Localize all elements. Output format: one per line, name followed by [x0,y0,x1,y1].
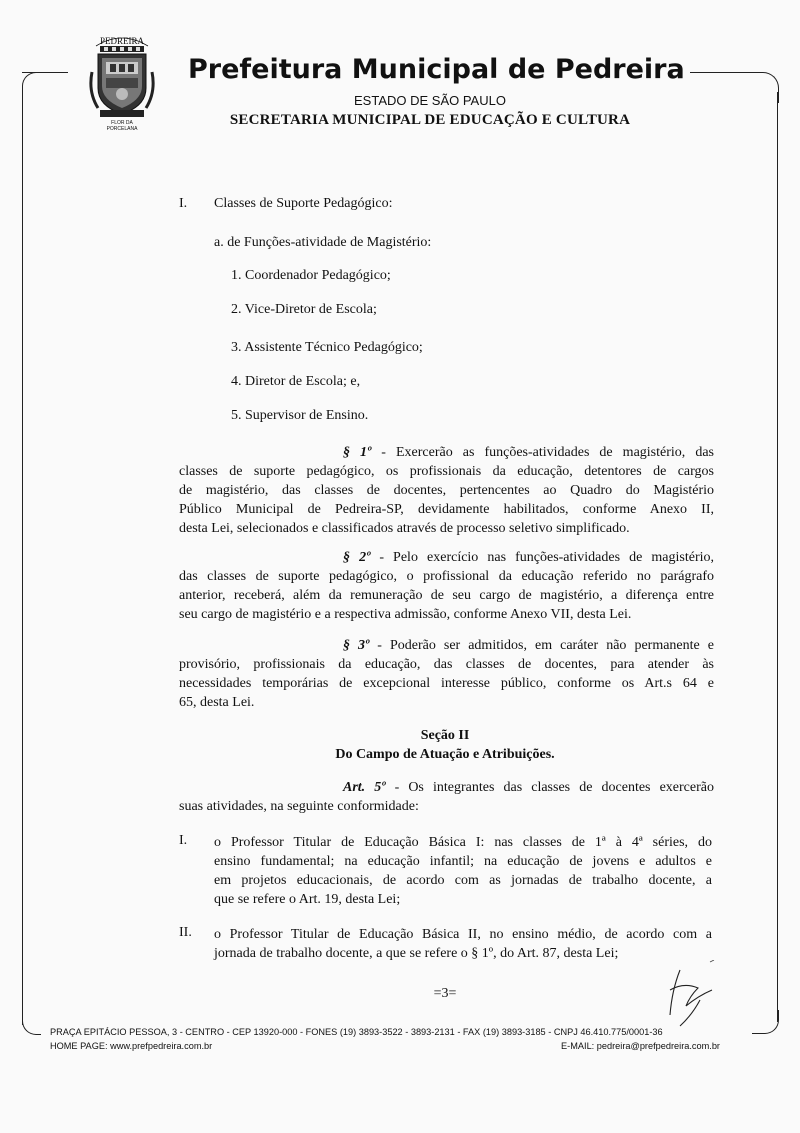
frame-left-bottom-corner [22,1012,41,1035]
footer-email[interactable]: E-MAIL: pedreira@prefpedreira.com.br [561,1041,720,1051]
frame-right-bottom-corner [752,1010,779,1034]
frame-left-rule [22,90,23,1025]
section-title: Seção II [420,728,470,743]
paragraph-1-line: classes de suporte pedagógico, os profissionais da educação, detentores de cargos [179,464,714,479]
list-item: 4. Diretor de Escola; e, [231,374,361,389]
paragraph-1-line: de magistério, das classes de docentes, pertencentes ao Quadro do Magistério [179,483,714,498]
article-5-item-line: o Professor Titular de Educação Básica II, no ensino médio, de acordo com a [214,927,712,942]
article-5-mark: Art. 5º [343,780,386,795]
paragraph-3-line: - Poderão ser admitidos, em caráter não permanente e [369,638,714,653]
list-subheading: a. de Funções-atividade de Magistério: [214,235,432,250]
paragraph-1-line: Público Municipal de Pedreira-SP, devidamente habilitados, conforme Anexo II, [179,502,714,517]
paragraph-2-line: das classes de suporte pedagógico, o profissional da educação referido no parágrafo [179,569,714,584]
article-5 [179,778,714,816]
footer-address: PRAÇA EPITÁCIO PESSOA, 3 - CENTRO - CEP 13920-000 - FONES (19) 3893-3522 - 3893-2131 - FAX (19) 3893-3185 - CNPJ 46.410.775/0001-36 [50,1027,663,1037]
paragraph-1-mark: § 1º [343,445,372,460]
svg-text:PORCELANA: PORCELANA [106,126,138,132]
paragraph-2-line: seu cargo de magistério e a respectiva admissão, conforme Anexo VII, desta Lei. [179,607,632,622]
list-item: 1. Coordenador Pedagógico; [231,268,391,283]
state-name: ESTADO DE SÃO PAULO [354,93,506,108]
article-5-line: - Os integrantes das classes de docentes exercerão [385,780,714,795]
paragraph-2-line: anterior, receberá, além da remuneração de seu cargo de magistério, a diferença entre [179,588,714,603]
frame-right-rule [777,92,778,1022]
paragraph-2 [179,548,714,624]
section-subtitle: Do Campo de Atuação e Atribuições. [335,747,555,762]
paragraph-2-mark: § 2º [343,550,371,565]
article-5-item-roman: II. [179,925,192,940]
department-name: SECRETARIA MUNICIPAL DE EDUCAÇÃO E CULTURA [229,112,631,128]
article-5-item-line: o Professor Titular de Educação Básica I: nas classes de 1ª à 4ª séries, do [214,835,712,850]
paragraph-1-line: desta Lei, selecionados e classificados através de processo seletivo simplificado. [179,521,630,536]
svg-text:FLOR DA: FLOR DA [111,120,133,126]
paragraph-3-mark: § 3º [343,638,370,653]
paragraph-1 [179,443,714,538]
article-5-item-line: em projetos educacionais, de acordo com as jornadas de trabalho docente, a [214,873,712,888]
page-title: Prefeitura Municipal de Pedreira [188,54,685,85]
paragraph-1-line: - Exercerão as funções-atividades de magistério, das [371,445,714,460]
article-5-item-line: que se refere o Art. 19, desta Lei; [214,892,401,907]
page-number: =3= [433,986,457,1001]
footer-homepage[interactable]: HOME PAGE: www.prefpedreira.com.br [50,1041,213,1051]
article-5-item [214,833,712,909]
article-5-line: suas atividades, na seguinte conformidade: [179,799,419,814]
paragraph-3-line: provisório, profissionais da educação, das classes de docentes, para atender às [179,657,714,672]
paragraph-2-line: - Pelo exercício nas funções-atividades de magistério, [370,550,714,565]
article-5-item-line: jornada de trabalho docente, a que se refere o § 1º, do Art. 87, desta Lei; [214,946,619,961]
list-item: 5. Supervisor de Ensino. [231,408,369,423]
list-heading: Classes de Suporte Pedagógico: [214,196,393,211]
crest-top-text: PEDREIRA [99,36,145,46]
article-5-item-line: ensino fundamental; na educação infantil; na educação de jovens e adultos e [214,854,712,869]
paragraph-3 [179,636,714,712]
list-roman: I. [179,196,188,211]
paragraph-3-line: necessidades temporárias de excepcional interesse público, conforme os Art.s 64 e [179,676,714,691]
list-item: 2. Vice-Diretor de Escola; [231,302,377,317]
signature [650,960,730,1030]
article-5-item [214,925,712,963]
paragraph-3-line: 65, desta Lei. [179,695,255,710]
list-item: 3. Assistente Técnico Pedagógico; [231,340,423,355]
article-5-item-roman: I. [179,833,188,848]
